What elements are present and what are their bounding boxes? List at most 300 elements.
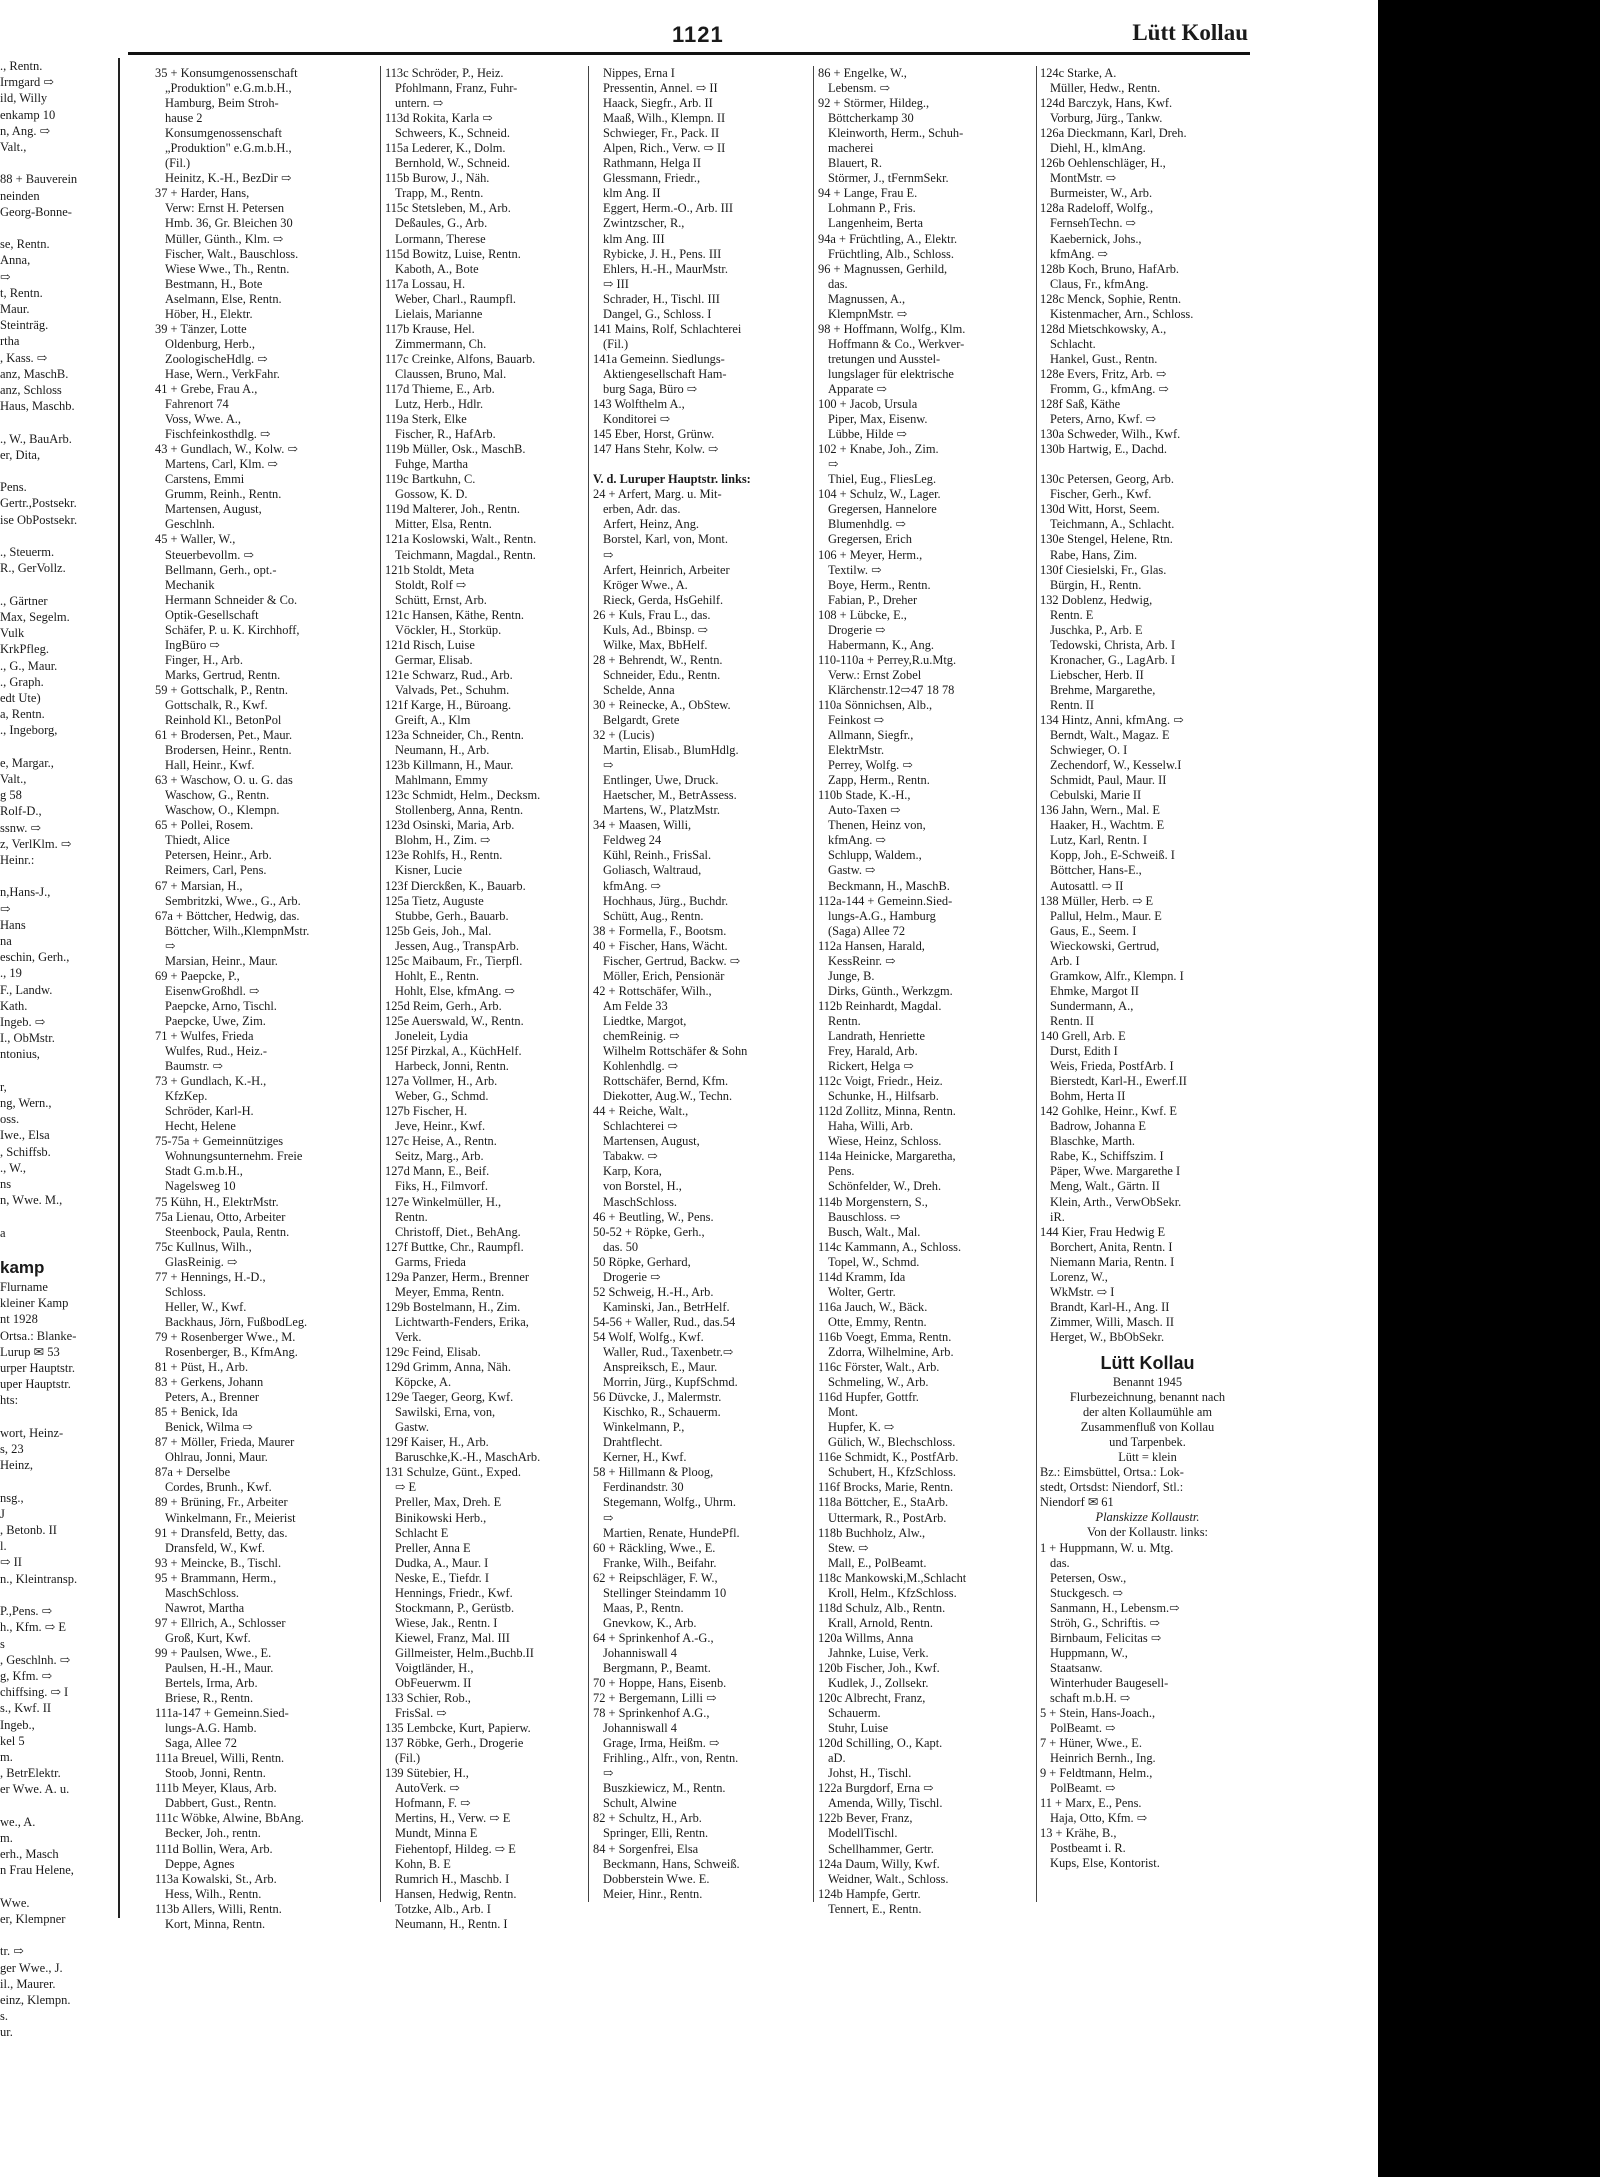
directory-line: Schönfelder, W., Dreh. <box>828 1179 942 1194</box>
directory-line: Anspreiksch, E., Maur. <box>603 1360 718 1375</box>
directory-line: Fischer, Gertrud, Backw. ⇨ <box>603 953 741 968</box>
directory-line: 117c Creinke, Alfons, Bauarb. <box>385 351 536 366</box>
strip-line: a, Rentn. <box>0 707 45 722</box>
directory-line: 115a Lederer, K., Dolm. <box>385 141 506 156</box>
directory-line: Rabe, Hans, Zim. <box>1050 547 1138 562</box>
directory-line: 67a + Böttcher, Hedwig, das. <box>155 908 300 923</box>
directory-line: Gastw. <box>395 1420 429 1435</box>
strip-line: z, VerlKlm. ⇨ <box>0 836 72 851</box>
strip-line: neinden <box>0 188 40 203</box>
directory-line: 24 + Arfert, Marg. u. Mit- <box>593 487 722 502</box>
directory-line: Früchtling, Alb., Schloss. <box>828 246 954 261</box>
directory-line: Drogerie ⇨ <box>828 622 886 637</box>
directory-line: 7 + Hüner, Wwe., E. <box>1040 1736 1142 1751</box>
directory-line: Haha, Willi, Arb. <box>828 1119 913 1134</box>
directory-line: Schweers, K., Schneid. <box>395 126 510 141</box>
directory-line: 98 + Hoffmann, Wolfg., Klm. <box>818 321 966 336</box>
directory-line: Diekotter, Aug.W., Techn. <box>603 1089 733 1104</box>
directory-line: Bernhold, W., Schneid. <box>395 156 510 171</box>
directory-line: 71 + Wulfes, Frieda <box>155 1029 254 1043</box>
directory-line: 65 + Pollei, Rosem. <box>155 818 254 833</box>
directory-line: Waschow, G., Rentn. <box>165 788 270 803</box>
directory-line: Neumann, H., Arb. <box>395 743 490 758</box>
directory-line: Karp, Kora, <box>603 1164 662 1179</box>
directory-line: 111a Breuel, Willi, Rentn. <box>155 1751 285 1766</box>
directory-line: 81 + Püst, H., Arb. <box>155 1360 249 1375</box>
directory-line: Lutz, Herb., Hdlr. <box>395 397 484 412</box>
directory-line: 106 + Meyer, Herm., <box>818 547 923 562</box>
directory-line: 64 + Sprinkenhof A.-G., <box>593 1630 714 1645</box>
directory-line: 124c Starke, A. <box>1040 66 1117 80</box>
directory-line: Böttcher, Hans-E., <box>1050 863 1142 878</box>
directory-line: Martensen, August, <box>603 1134 700 1149</box>
directory-line: 41 + Grebe, Frau A., <box>155 381 258 396</box>
directory-line: Rabe, K., Schiffszim. I <box>1050 1149 1164 1164</box>
directory-line: 67 + Marsian, H., <box>155 878 243 893</box>
directory-line: Schlacht. <box>1050 336 1096 351</box>
directory-line: 133 Schier, Rob., <box>385 1691 471 1706</box>
directory-line: Briese, R., Rentn. <box>165 1691 254 1706</box>
directory-line: chemReinig. ⇨ <box>603 1029 680 1043</box>
strip-line <box>0 1798 118 1814</box>
directory-line: 115b Burow, J., Näh. <box>385 171 490 186</box>
directory-line: Martin, Elisab., BlumHdlg. <box>603 743 739 758</box>
directory-line: 11 + Marx, E., Pens. <box>1040 1796 1142 1811</box>
directory-line: Winterhuder Baugesell- <box>1050 1675 1169 1690</box>
directory-line: Hohlt, Else, kfmAng. ⇨ <box>395 983 515 998</box>
strip-line: I., ObMstr. <box>0 1031 55 1046</box>
directory-line: 130a Schweder, Wilh., Kwf. <box>1040 427 1181 442</box>
directory-line: Binikowski Herb., <box>395 1510 487 1525</box>
directory-line: Schult, Alwine <box>603 1796 677 1811</box>
directory-line: Wilke, Max, BbHelf. <box>603 637 708 652</box>
strip-line: Ortsa.: Blanke- <box>0 1328 77 1343</box>
directory-line: 43 + Gundlach, W., Kolw. ⇨ <box>155 442 298 457</box>
directory-line: Claus, Fr., kfmAng. <box>1050 276 1149 291</box>
directory-line: Niemann Maria, Rentn. I <box>1050 1254 1175 1269</box>
directory-line: Ströh, G., Schriftis. ⇨ <box>1050 1615 1160 1630</box>
column-4 <box>818 66 1034 1917</box>
strip-line: ⇨ <box>0 269 11 284</box>
directory-line: Amenda, Willy, Tischl. <box>828 1796 943 1811</box>
directory-line: Perrey, Wolfg. ⇨ <box>828 758 913 773</box>
directory-line: Möller, Erich, Pensionär <box>603 968 725 983</box>
directory-line: Rosenberger, B., KfmAng. <box>165 1344 298 1359</box>
column-5 <box>1040 66 1255 1872</box>
directory-line: Deßaules, G., Arb. <box>395 216 488 231</box>
directory-line: Kronacher, G., LagArb. I <box>1050 652 1176 667</box>
page-number: 1121 <box>672 22 724 47</box>
directory-line: (Fil.) <box>165 156 191 171</box>
directory-line: Lormann, Therese <box>395 231 486 246</box>
directory-line: PolBeamt. ⇨ <box>1050 1721 1116 1736</box>
directory-line: Kohlenhdlg. ⇨ <box>603 1059 679 1074</box>
strip-line: Valt., <box>0 771 27 786</box>
strip-line: Irmgard ⇨ <box>0 75 54 90</box>
directory-line: Saga, Allee 72 <box>165 1736 237 1751</box>
directory-line: 130e Stengel, Helene, Rtn. <box>1040 532 1173 547</box>
directory-line: 129c Feind, Elisab. <box>385 1344 481 1359</box>
directory-line: Totzke, Alb., Arb. I <box>395 1901 491 1916</box>
directory-line: Lichtwarth-Fenders, Erika, <box>395 1314 529 1329</box>
directory-line: 39 + Tänzer, Lotte <box>155 321 247 336</box>
directory-line: Hess, Wilh., Rentn. <box>165 1886 262 1901</box>
directory-line: Wiese Wwe., Th., Rentn. <box>165 261 290 276</box>
directory-line: Kuls, Ad., Bbinsp. ⇨ <box>603 622 709 637</box>
directory-line: 129d Grimm, Anna, Näh. <box>385 1360 511 1375</box>
directory-line: 128a Radeloff, Wolfg., <box>1040 201 1154 216</box>
strip-line: ntonius, <box>0 1047 40 1062</box>
directory-line: 85 + Benick, Ida <box>155 1405 238 1420</box>
directory-line: Cebulski, Marie II <box>1050 788 1142 803</box>
column-divider <box>813 66 814 1902</box>
directory-line: Belgardt, Grete <box>603 713 680 728</box>
directory-line: 61 + Brodersen, Pet., Maur. <box>155 728 293 743</box>
directory-line: ⇨ <box>603 1510 614 1525</box>
directory-line: Valvads, Pet., Schuhm. <box>395 682 510 697</box>
directory-line: 93 + Meincke, B., Tischl. <box>155 1555 282 1570</box>
directory-line: 50 Röpke, Gerhard, <box>593 1254 691 1269</box>
strip-line: ng, Wern., <box>0 1096 52 1110</box>
strip-line: n Frau Helene, <box>0 1863 74 1878</box>
strip-line: anz, Schloss <box>0 383 62 398</box>
strip-line <box>0 1063 118 1079</box>
directory-line: ⇨ <box>603 1766 614 1781</box>
directory-line: Rickert, Helga ⇨ <box>828 1059 914 1074</box>
directory-line: (Fil.) <box>603 336 629 351</box>
directory-line: „Produktion" e.G.m.b.H., <box>165 141 292 156</box>
directory-line: Gastw. ⇨ <box>828 863 876 878</box>
directory-line: Pfohlmann, Franz, Fuhr- <box>395 81 518 96</box>
directory-line: Weber, G., Schmd. <box>395 1089 489 1104</box>
strip-line: kamp <box>0 1258 45 1278</box>
directory-line: Meier, Hinr., Rentn. <box>603 1886 703 1901</box>
strip-line: er Wwe. A. u. <box>0 1782 70 1797</box>
directory-line: 127e Winkelmüller, H., <box>385 1194 502 1209</box>
directory-line: Waller, Rud., Taxenbetr.⇨ <box>603 1344 734 1359</box>
strip-line: Wwe. <box>0 1895 30 1910</box>
directory-line: Liedtke, Margot, <box>603 1013 687 1028</box>
header-rule <box>128 52 1250 55</box>
directory-line: das. <box>828 276 848 291</box>
directory-line: Optik-Gesellschaft <box>165 607 259 622</box>
directory-line: das. <box>1050 1555 1070 1570</box>
directory-line: Deppe, Agnes <box>165 1856 235 1871</box>
directory-line: Hase, Wern., VerkFahr. <box>165 366 280 381</box>
directory-line: Fischer, Gerh., Kwf. <box>1050 487 1152 502</box>
directory-line: 112b Reinhardt, Magdal. <box>818 998 942 1013</box>
directory-line: Bauschloss. ⇨ <box>828 1209 901 1224</box>
directory-line: Wiese, Heinz, Schloss. <box>828 1134 942 1149</box>
directory-line: Grage, Irma, Heißm. ⇨ <box>603 1736 720 1751</box>
strip-line: edt Ute) <box>0 690 41 705</box>
directory-line: 113a Kowalski, St., Arb. <box>155 1871 277 1886</box>
directory-line: 79 + Rosenberger Wwe., M. <box>155 1329 296 1344</box>
directory-line: Hofmann, F. ⇨ <box>395 1796 471 1811</box>
directory-line: Kudlek, J., Zollsekr. <box>828 1676 929 1691</box>
directory-line: Dudka, A., Maur. I <box>395 1555 489 1570</box>
strip-line: il., Maurer. <box>0 1976 56 1991</box>
directory-line: 50-52 + Röpke, Gerh., <box>593 1224 705 1239</box>
street-description: Bz.: Eimsbüttel, Ortsa.: Lok- <box>1040 1465 1184 1480</box>
directory-line: Preller, Anna E <box>395 1540 471 1555</box>
directory-line: Müller, Hedw., Rentn. <box>1050 81 1161 96</box>
directory-line: Konsumgenossenschaft <box>165 126 283 141</box>
directory-line: Nawrot, Martha <box>165 1600 245 1615</box>
directory-line: Gnevkow, K., Arb. <box>603 1615 697 1630</box>
directory-line: Neumann, H., Rentn. I <box>395 1916 508 1931</box>
directory-line: Schellhammer, Gertr. <box>828 1841 934 1856</box>
directory-line: Seitz, Marg., Arb. <box>395 1149 484 1164</box>
directory-line: Winkelmann, P., <box>603 1420 685 1435</box>
strip-line <box>0 1587 118 1603</box>
directory-line: Lielais, Marianne <box>395 306 483 321</box>
directory-line: Postbeamt i. R. <box>1050 1841 1126 1856</box>
strip-line <box>0 1927 118 1943</box>
directory-line: 89 + Brüning, Fr., Arbeiter <box>155 1495 288 1510</box>
directory-line: ObFeuerwm. II <box>395 1676 472 1691</box>
directory-line: 112d Zollitz, Minna, Rentn. <box>818 1104 956 1119</box>
directory-line: 125f Pirzkal, A., KüchHelf. <box>385 1044 522 1059</box>
directory-line: Huppmann, W., <box>1050 1645 1128 1660</box>
directory-line: Wiese, Jak., Rentn. I <box>395 1615 498 1630</box>
directory-line: 63 + Waschow, O. u. G. das <box>155 773 293 788</box>
directory-line: Kohn, B. E <box>395 1856 451 1871</box>
directory-line: 130f Ciesielski, Fr., Glas. <box>1040 562 1167 577</box>
directory-line: Hmb. 36, Gr. Bleichen 30 <box>165 216 293 231</box>
street-description: stedt, Ortsdst: Niendorf, Stl.: <box>1040 1480 1184 1495</box>
strip-line: einz, Klempn. <box>0 1992 71 2007</box>
directory-line: Lutz, Karl, Rentn. I <box>1050 833 1148 848</box>
directory-line <box>593 457 811 472</box>
directory-line: Verw.: Ernst Zobel <box>828 667 922 682</box>
directory-line: Schwieger, O. I <box>1050 743 1128 758</box>
strip-line: kleiner Kamp <box>0 1296 69 1311</box>
directory-line: Böttcherkamp 30 <box>828 111 914 126</box>
directory-line: Feinkost ⇨ <box>828 713 885 728</box>
directory-line: 124a Daum, Willy, Kwf. <box>818 1856 940 1871</box>
directory-line: Gramkow, Alfr., Klempn. I <box>1050 968 1184 983</box>
directory-line: 121d Risch, Luise <box>385 637 475 652</box>
directory-line: FrisSal. ⇨ <box>395 1706 447 1721</box>
directory-line: Kleinworth, Herm., Schuh- <box>828 126 964 141</box>
directory-line: Aselmann, Else, Rentn. <box>165 291 282 306</box>
strip-line: s <box>0 1636 5 1651</box>
directory-line: 110a Sönnichsen, Alb., <box>818 697 933 712</box>
directory-line: Drahtflecht. <box>603 1435 663 1450</box>
directory-line: 116c Förster, Walt., Arb. <box>818 1360 940 1375</box>
directory-line: 127d Mann, E., Beif. <box>385 1164 490 1179</box>
directory-line: 9 + Feldtmann, Helm., <box>1040 1766 1153 1781</box>
directory-line: Brandt, Karl-H., Ang. II <box>1050 1299 1170 1314</box>
directory-line: Schwieger, Fr., Pack. II <box>603 126 720 141</box>
strip-line: , Schiffsb. <box>0 1144 51 1159</box>
directory-line: 117a Lossau, H. <box>385 276 466 291</box>
directory-line: FernsehTechn. ⇨ <box>1050 216 1136 231</box>
directory-line: Preller, Max, Dreh. E <box>395 1495 502 1510</box>
directory-line: Autosattl. ⇨ II <box>1050 878 1124 893</box>
directory-line: Teichmann, A., Schlacht. <box>1050 517 1175 532</box>
directory-line: Benick, Wilma ⇨ <box>165 1420 253 1435</box>
directory-line: KessReinr. ⇨ <box>828 953 896 968</box>
directory-line: Beckmann, H., MaschB. <box>828 878 950 893</box>
strip-line: Flurname <box>0 1280 48 1295</box>
directory-line: Borchert, Anita, Rentn. I <box>1050 1239 1173 1254</box>
strip-line: ., Graph. <box>0 674 44 689</box>
directory-line: Bohm, Herta II <box>1050 1089 1126 1104</box>
directory-line: 143 Wolfthelm A., <box>593 397 685 412</box>
directory-line: Höber, H., Elektr. <box>165 306 253 321</box>
directory-line: 135 Lembcke, Kurt, Papierw. <box>385 1721 531 1736</box>
directory-line: 32 + (Lucis) <box>593 728 655 743</box>
directory-line: ⇨ <box>603 547 614 562</box>
directory-line: Bertels, Irma, Arb. <box>165 1676 258 1691</box>
directory-line: Störmer, J., tFernmSekr. <box>828 171 949 186</box>
directory-line: ZoologischeHdlg. ⇨ <box>165 351 268 366</box>
directory-line: Köpcke, A. <box>395 1375 452 1390</box>
directory-line: 120c Albrecht, Franz, <box>818 1691 926 1706</box>
directory-line: Kröger Wwe., A. <box>603 577 688 592</box>
directory-line: 111a-147 + Gemeinn.Sied- <box>155 1706 289 1721</box>
directory-line: Uttermark, R., PostArb. <box>828 1510 947 1525</box>
directory-line: 5 + Stein, Hans-Joach., <box>1040 1706 1156 1721</box>
directory-line: Franke, Wilh., Beifahr. <box>603 1555 717 1570</box>
directory-line: Backhaus, Jörn, FußbodLeg. <box>165 1314 308 1329</box>
directory-line: 121b Stoldt, Meta <box>385 562 475 577</box>
directory-line: Heller, W., Kwf. <box>165 1299 247 1314</box>
directory-line: Klärchenstr.12⇨47 18 78 <box>828 682 955 697</box>
directory-line: Böttcher, Wilh.,KlempnMstr. <box>165 923 310 938</box>
directory-line: Zimmermann, Ch. <box>395 336 487 351</box>
strip-line: Kath. <box>0 998 28 1013</box>
directory-line: Rentn. II <box>1050 697 1095 712</box>
directory-line: Diehl, H., klmAng. <box>1050 141 1146 156</box>
strip-line: ., 19 <box>0 966 22 981</box>
strip-line: er, Klempner <box>0 1911 66 1926</box>
directory-line: Brehme, Margarethe, <box>1050 682 1156 697</box>
directory-line: ⇨ <box>603 758 614 773</box>
strip-line: s, 23 <box>0 1442 24 1457</box>
directory-line: 147 Hans Stehr, Kolw. ⇨ <box>593 442 719 457</box>
directory-line: Mundt, Minna E <box>395 1826 478 1841</box>
directory-line: 124d Barczyk, Hans, Kwf. <box>1040 96 1173 111</box>
directory-line: Wolter, Gertr. <box>828 1284 896 1299</box>
directory-line: 123d Osinski, Maria, Arb. <box>385 818 515 833</box>
directory-line: Weber, Charl., Raumpfl. <box>395 291 517 306</box>
directory-line: klm Ang. II <box>603 186 661 201</box>
column-2 <box>385 66 585 1932</box>
directory-line: 123e Rohlfs, H., Rentn. <box>385 848 503 863</box>
directory-line: Liebscher, Herb. II <box>1050 667 1144 682</box>
directory-line: 128d Mietschkowsky, A., <box>1040 321 1167 336</box>
directory-line: 125b Geis, Joh., Mal. <box>385 923 492 938</box>
directory-line: ⇨ <box>165 938 176 953</box>
directory-line: AutoVerk. ⇨ <box>395 1781 460 1796</box>
directory-line: Schlachterei ⇨ <box>603 1119 678 1134</box>
directory-line: 91 + Dransfeld, Betty, das. <box>155 1525 288 1540</box>
directory-line: Schütt, Ernst, Arb. <box>395 592 487 607</box>
street-description: Flurbezeichnung, benannt nach <box>1069 1390 1226 1405</box>
directory-line: Juschka, P., Arb. E <box>1050 622 1143 637</box>
strip-line: uper Hauptstr. <box>0 1377 71 1392</box>
directory-line: Ferdinandstr. 30 <box>603 1480 684 1495</box>
running-head: Lütt Kollau <box>1132 20 1248 45</box>
directory-line: Teichmann, Magdal., Rentn. <box>395 547 536 562</box>
directory-line: Nippes, Erna I <box>603 66 675 80</box>
directory-line: 113b Allers, Willi, Rentn. <box>155 1901 282 1916</box>
directory-line: 95 + Brammann, Herm., <box>155 1570 277 1585</box>
scan-margin <box>1378 0 1600 2177</box>
directory-line: 122a Burgdorf, Erna ⇨ <box>818 1781 934 1796</box>
directory-line: lungslager für elektrische <box>828 366 954 381</box>
directory-line: Kaebernick, Johs., <box>1050 231 1142 246</box>
strip-line <box>0 577 118 593</box>
strip-line <box>0 1208 118 1224</box>
directory-line: Geschlnh. <box>165 517 215 532</box>
directory-line: Bürgin, H., Rentn. <box>1050 577 1142 592</box>
directory-line: Thiedt, Alice <box>165 833 230 848</box>
directory-line: 145 Eber, Horst, Grünw. <box>593 427 715 442</box>
directory-line: Rentn. II <box>1050 1013 1095 1028</box>
directory-line: Brodersen, Heinr., Rentn. <box>165 743 292 758</box>
directory-line: Arfert, Heinrich, Arbeiter <box>603 562 730 577</box>
strip-line: Maur. <box>0 302 30 317</box>
directory-line: 99 + Paulsen, Wwe., E. <box>155 1645 272 1660</box>
directory-line: Meng, Walt., Gärtn. II <box>1050 1179 1160 1194</box>
directory-line: Weidner, Walt., Schloss. <box>828 1871 949 1886</box>
directory-line: Burmeister, W., Arb. <box>1050 186 1153 201</box>
directory-line: 35 + Konsumgenossenschaft <box>155 66 298 80</box>
directory-line: Steuerbevollm. ⇨ <box>165 547 254 562</box>
directory-line: Topel, W., Schmd. <box>828 1254 920 1269</box>
directory-line: 121c Hansen, Käthe, Rentn. <box>385 607 525 622</box>
directory-line: Bierstedt, Karl-H., Ewerf.II <box>1050 1074 1187 1089</box>
directory-line: 121e Schwarz, Rud., Arb. <box>385 667 513 682</box>
directory-line: Fiehentopf, Hildeg. ⇨ E <box>395 1841 516 1856</box>
directory-line: Hall, Heinr., Kwf. <box>165 758 255 773</box>
directory-line: 37 + Harder, Hans, <box>155 186 250 201</box>
directory-line: Tennert, E., Rentn. <box>828 1901 922 1916</box>
directory-line: 125a Tietz, Auguste <box>385 893 484 908</box>
directory-line: Groß, Kurt, Kwf. <box>165 1630 251 1645</box>
directory-line: Rieck, Gerda, HsGehilf. <box>603 592 724 607</box>
directory-line: 118b Buchholz, Alw., <box>818 1525 926 1540</box>
strip-line: m. <box>0 1749 13 1764</box>
directory-line: 126a Dieckmann, Karl, Dreh. <box>1040 126 1187 141</box>
directory-line: das. 50 <box>603 1239 639 1254</box>
directory-line: 112a-144 + Gemeinn.Sied- <box>818 893 953 908</box>
strip-line <box>0 1473 118 1489</box>
directory-line: 126b Oehlenschläger, H., <box>1040 156 1166 171</box>
directory-line: 75-75a + Gemeinnütziges <box>155 1134 284 1149</box>
directory-line: 127c Heise, A., Rentn. <box>385 1134 497 1149</box>
directory-line: 59 + Gottschalk, P., Rentn. <box>155 682 288 697</box>
directory-line: (Saga) Allee 72 <box>828 923 906 938</box>
street-heading: Lütt Kollau <box>1100 1352 1195 1373</box>
directory-line: 138 Müller, Herb. ⇨ E <box>1040 893 1154 908</box>
directory-line: Schröder, Karl-H. <box>165 1104 254 1119</box>
directory-line: 140 Grell, Arb. E <box>1040 1029 1126 1043</box>
directory-line: Schauerm. <box>828 1706 881 1721</box>
strip-line: oss. <box>0 1112 20 1127</box>
directory-line: 137 Röbke, Gerh., Drogerie <box>385 1736 524 1751</box>
strip-line: Lurup ✉ 53 <box>0 1344 60 1359</box>
directory-line: KlempnMstr. ⇨ <box>828 306 908 321</box>
directory-line: Magnussen, A., <box>828 291 906 306</box>
strip-line: , Kass. ⇨ <box>0 350 48 365</box>
directory-line: Feldweg 24 <box>603 833 662 848</box>
directory-line: Fuhge, Martha <box>395 457 468 472</box>
